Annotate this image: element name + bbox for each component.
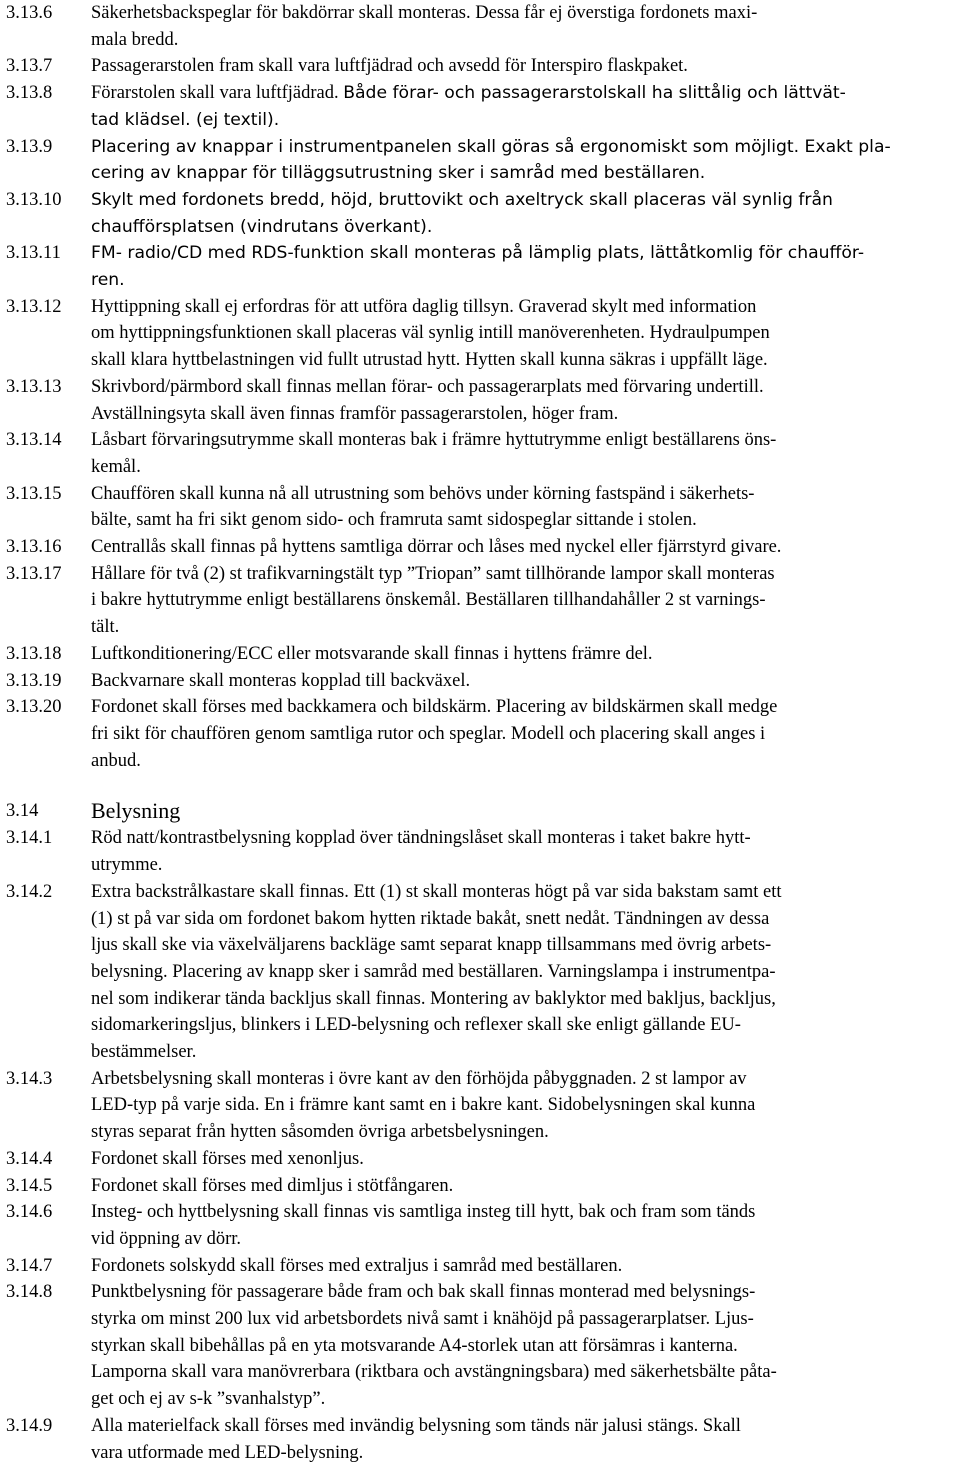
clause-line: ljus skall ske via växelväljarens backläge samt separat knapp tillsammans med övrig arbets- [91, 935, 772, 956]
numbered-clause [6, 1253, 956, 1280]
clause-line: fri sikt för chauffören genom samtliga rutor och speglar. Modell och placering skall anges i [91, 723, 766, 744]
clause-text [91, 668, 956, 695]
numbered-clause [6, 1066, 956, 1146]
clause-number: 3.14.6 [6, 1202, 53, 1223]
clause-text [91, 1413, 956, 1466]
clause-number: 3.14.7 [6, 1255, 53, 1276]
clause-line: tält. [91, 617, 120, 638]
clause-line: Backvarnare skall monteras kopplad till backväxel. [91, 670, 471, 691]
clause-text [91, 294, 956, 374]
clause-number: 3.14.4 [6, 1148, 53, 1169]
clause-number: 3.13.14 [6, 430, 62, 451]
clause-number: 3.14.3 [6, 1068, 53, 1089]
numbered-clause [6, 481, 956, 534]
clause-line: belysning. Placering av knapp sker i samråd med beställaren. Varningslampa i instrumentpa- [91, 961, 776, 982]
clause-line: LED-typ på varje sida. En i främre kant samt en i bakre kant. Sidobelysningen skal kunna [91, 1095, 756, 1116]
clause-line: Säkerhetsbackspeglar för bakdörrar skall monteras. Dessa får ej överstiga fordonets maxi- [91, 3, 758, 23]
clause-line: nel som indikerar tända backljus skall finnas. Montering av baklyktor med bakljus, backljus, [91, 988, 776, 1009]
section-heading [6, 797, 956, 825]
clause-line: Insteg- och hyttbelysning skall finnas vis samtliga insteg till hytt, bak och fram som tänds [91, 1202, 756, 1223]
numbered-clause [6, 134, 956, 187]
clause-line: Fordonet skall förses med xenonljus. [91, 1148, 364, 1169]
clause-line: bälte, samt ha fri sikt genom sido- och framruta samt sidospeglar sittande i stolen. [91, 510, 697, 531]
clause-text [91, 1146, 956, 1173]
clause-number: 3.13.12 [6, 296, 62, 317]
numbered-clause [6, 1146, 956, 1173]
clause-segment: Förarstolen skall vara luftfjädrad. [91, 83, 344, 104]
numbered-clause [6, 641, 956, 668]
clause-text [91, 53, 956, 80]
clause-line: cering av knappar för tilläggsutrustning sker i samråd med beställaren. [91, 163, 706, 184]
clause-line: Centrallås skall finnas på hyttens samtliga dörrar och låses med nyckel eller fjärrstyrd givare. [91, 537, 782, 558]
clause-number: 3.14.8 [6, 1282, 53, 1303]
clause-line: kemål. [91, 456, 141, 477]
clause-line: Hållare för två (2) st trafikvarningstält typ ”Triopan” samt tillhörande lampor skall monteras [91, 563, 775, 584]
clause-number: 3.13.15 [6, 483, 62, 504]
numbered-clause [6, 694, 956, 774]
clause-text [91, 694, 956, 774]
numbered-clause [6, 825, 956, 878]
clause-text [91, 561, 956, 641]
clause-text [91, 641, 956, 668]
document-page [6, 0, 956, 1466]
clause-line: skall klara hyttbelastningen vid fullt utrustad hytt. Hytten skall kunna säkras i uppfällt läge. [91, 350, 768, 371]
numbered-clause [6, 668, 956, 695]
section-3-14-list [6, 825, 956, 1466]
clause-number: 3.14.1 [6, 828, 53, 849]
clause-line: Skylt med fordonets bredd, höjd, bruttovikt och axeltryck skall placeras väl synlig från [91, 189, 833, 210]
clause-text [91, 879, 956, 1066]
clause-line: ren. [91, 270, 125, 291]
numbered-clause [6, 187, 956, 240]
clause-line: Punktbelysning för passagerare både fram och bak skall finnas monterad med belysnings- [91, 1282, 756, 1303]
clause-text [91, 240, 956, 293]
clause-line: get och ej av s-k ”svanhalstyp”. [91, 1389, 326, 1410]
clause-line: FM- radio/CD med RDS-funktion skall monteras på lämplig plats, lättåtkomlig för chaufför- [91, 243, 865, 264]
clause-line: Extra backstrålkastare skall finnas. Ett (1) st skall monteras högt på var sida bakstam samt ett [91, 881, 782, 902]
clause-number: 3.13.6 [6, 3, 53, 23]
clause-line: Passagerarstolen fram skall vara luftfjädrad och avsedd för Interspiro flaskpaket. [91, 56, 688, 77]
clause-number: 3.13.9 [6, 136, 53, 157]
clause-line: Låsbart förvaringsutrymme skall monteras bak i främre hyttutrymme enligt beställarens öns- [91, 430, 777, 451]
clause-line: Fordonet skall förses med backkamera och bildskärm. Placering av bildskärmen skall medge [91, 697, 778, 718]
clause-line: Chauffören skall kunna nå all utrustning som behövs under körning fastspänd i säkerhets- [91, 483, 755, 504]
clause-text [91, 187, 956, 240]
section-number: 3.14 [6, 801, 39, 822]
clause-line: anbud. [91, 750, 141, 771]
numbered-clause [6, 427, 956, 480]
clause-number: 3.14.9 [6, 1415, 53, 1436]
clause-line: om hyttippningsfunktionen skall placeras väl synlig intill manöverenheten. Hydraulpumpen [91, 323, 770, 344]
clause-number: 3.13.20 [6, 697, 62, 718]
numbered-clause [6, 879, 956, 1066]
clause-number: 3.13.17 [6, 563, 62, 584]
clause-text [91, 1066, 956, 1146]
clause-line: Arbetsbelysning skall monteras i övre kant av den förhöjda påbyggnaden. 2 st lampor av [91, 1068, 747, 1089]
clause-line: bestämmelser. [91, 1042, 197, 1063]
clause-number: 3.13.16 [6, 537, 62, 558]
numbered-clause [6, 534, 956, 561]
clause-text [91, 825, 956, 878]
clause-line: tad klädsel. (ej textil). [91, 109, 280, 130]
clause-line: Placering av knappar i instrumentpanelen skall göras så ergonomiskt som möjligt. Exakt pla- [91, 136, 891, 157]
clause-line: Luftkonditionering/ECC eller motsvarande skall finnas i hyttens främre del. [91, 643, 653, 664]
clause-line: Lamporna skall vara manövrerbara (riktbara och avstängningsbara) med säkerhetsbälte påta- [91, 1362, 777, 1383]
clause-line: styrkan skall bibehållas på en yta motsvarande A4-storlek utan att försämras i kanterna. [91, 1335, 738, 1356]
section-title: Belysning [91, 798, 181, 824]
clause-text [91, 1173, 956, 1200]
clause-text [91, 427, 956, 480]
clause-number: 3.13.18 [6, 643, 62, 664]
clause-line: vara utformade med LED-belysning. [91, 1442, 364, 1463]
section-3-13-list [6, 0, 956, 774]
clause-text [91, 134, 956, 187]
clause-line: Hyttippning skall ej erfordras för att utföra daglig tillsyn. Graverad skylt med information [91, 296, 757, 317]
clause-line: Skrivbord/pärmbord skall finnas mellan förar- och passagerarplats med förvaring undertill. [91, 376, 764, 397]
numbered-clause [6, 1173, 956, 1200]
clause-line: mala bredd. [91, 29, 179, 50]
numbered-clause [6, 1413, 956, 1466]
numbered-clause [6, 561, 956, 641]
numbered-clause [6, 0, 956, 53]
clause-text [91, 534, 956, 561]
numbered-clause [6, 1279, 956, 1413]
clause-line: styras separat från hytten såsomden övriga arbetsbelysningen. [91, 1122, 549, 1143]
clause-number: 3.13.10 [6, 189, 62, 210]
numbered-clause [6, 80, 956, 133]
clause-line: Avställningsyta skall även finnas framför passagerarstolen, höger fram. [91, 403, 619, 424]
clause-text [91, 1199, 956, 1252]
clause-number: 3.14.5 [6, 1175, 53, 1196]
clause-line: utrymme. [91, 855, 163, 876]
clause-line: Röd natt/kontrastbelysning kopplad över tändningslåset skall monteras i taket bakre hytt- [91, 828, 751, 849]
clause-number: 3.13.11 [6, 243, 61, 264]
clause-line: (1) st på var sida om fordonet bakom hytten riktade bakåt, snett nedåt. Tändningen av dessa [91, 908, 770, 929]
clause-text [91, 374, 956, 427]
clause-line: Alla materielfack skall förses med invändig belysning som tänds när jalusi stängs. Skall [91, 1415, 741, 1436]
clause-text [91, 1253, 956, 1280]
clause-line: Fordonets solskydd skall förses med extraljus i samråd med beställaren. [91, 1255, 623, 1276]
clause-text [91, 1279, 956, 1413]
numbered-clause [6, 240, 956, 293]
clause-line: vid öppning av dörr. [91, 1228, 242, 1249]
numbered-clause [6, 374, 956, 427]
clause-number: 3.13.7 [6, 56, 53, 77]
clause-line: chaufförsplatsen (vindrutans överkant). [91, 216, 433, 237]
numbered-clause [6, 294, 956, 374]
clause-number: 3.13.13 [6, 376, 62, 397]
clause-line: styrka om minst 200 lux vid arbetsbordets nivå samt i knähöjd på passagerarplatser. Ljus- [91, 1309, 754, 1330]
clause-line: Fordonet skall förses med dimljus i stötfångaren. [91, 1175, 454, 1196]
clause-line [91, 80, 956, 107]
clause-segment: Både förar- och passagerarstolskall ha slittålig och lättvät- [343, 83, 846, 104]
clause-number: 3.13.8 [6, 83, 53, 104]
clause-line: sidomarkeringsljus, blinkers i LED-belysning och reflexer skall ske enligt gällande EU- [91, 1015, 741, 1036]
clause-text [91, 80, 956, 133]
clause-number: 3.14.2 [6, 881, 53, 902]
numbered-clause [6, 1199, 956, 1252]
clause-line: i bakre hyttutrymme enligt beställarens önskemål. Beställaren tillhandahåller 2 st varnings- [91, 590, 766, 611]
clause-text [91, 0, 956, 53]
clause-number: 3.13.19 [6, 670, 62, 691]
numbered-clause [6, 53, 956, 80]
clause-text [91, 481, 956, 534]
